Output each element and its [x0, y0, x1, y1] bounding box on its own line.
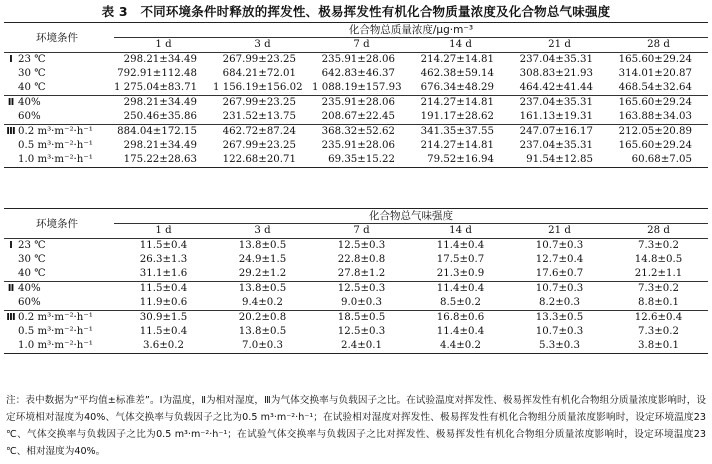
- value-cell: 13.8±0.5: [213, 282, 312, 297]
- group-numeral: [4, 81, 18, 96]
- value-cell: 267.99±23.25: [213, 96, 312, 111]
- value-cell: 79.52±16.94: [411, 153, 510, 168]
- table-header-row: [4, 209, 708, 224]
- value-cell: 60.68±7.05: [609, 153, 708, 168]
- group-numeral: Ⅲ: [4, 125, 18, 140]
- value-cell: 235.91±28.06: [312, 53, 411, 68]
- value-cell: 231.52±13.75: [222, 111, 296, 122]
- value-cell: 16.8±0.6: [411, 311, 510, 326]
- odor-intensity-table: [4, 208, 708, 354]
- group-numeral: Ⅰ: [4, 53, 18, 68]
- condition-cell: 40 ℃: [18, 82, 46, 93]
- value-cell: 27.8±1.2: [337, 268, 386, 279]
- day-header: 21 d: [510, 224, 609, 239]
- value-cell: 8.5±0.2: [440, 297, 481, 308]
- table-row: [4, 311, 708, 326]
- value-cell: 24.9±1.5: [238, 254, 287, 265]
- value-cell: 247.07±16.17: [510, 125, 609, 140]
- group-numeral: [4, 67, 18, 81]
- value-cell: 237.04±35.31: [510, 53, 609, 68]
- table-row: [4, 96, 708, 111]
- group-numeral: Ⅱ: [4, 96, 18, 111]
- value-cell: 11.4±0.4: [411, 282, 510, 297]
- value-cell: 21.3±0.9: [436, 268, 485, 279]
- value-cell: 12.5±0.3: [337, 326, 386, 337]
- value-cell: 468.54±32.64: [618, 82, 692, 93]
- value-cell: 69.35±15.22: [312, 153, 411, 168]
- condition-cell: 1.0 m³·m⁻²·h⁻¹: [18, 339, 114, 354]
- table-row: [4, 67, 708, 81]
- condition-cell: 0.2 m³·m⁻²·h⁻¹: [18, 125, 114, 140]
- value-cell: 30.9±1.5: [114, 311, 213, 326]
- value-cell: 12.6±0.4: [609, 311, 708, 326]
- group-numeral: [4, 296, 18, 311]
- value-cell: 1 088.19±157.93: [312, 82, 402, 93]
- value-cell: 1 275.04±83.71: [114, 82, 198, 93]
- day-header: 7 d: [312, 38, 411, 53]
- value-cell: 26.3±1.3: [139, 254, 188, 265]
- value-cell: 14.8±0.5: [634, 254, 683, 265]
- value-cell: 212.05±20.89: [609, 125, 708, 140]
- group-numeral: Ⅱ: [4, 282, 18, 297]
- value-cell: 12.5±0.3: [312, 239, 411, 254]
- value-cell: 267.99±23.25: [222, 140, 296, 151]
- table-header-row: [4, 23, 708, 38]
- value-cell: 11.5±0.4: [114, 239, 213, 254]
- table-row: [4, 296, 708, 311]
- value-cell: 165.60±29.24: [618, 140, 692, 151]
- value-cell: 165.60±29.24: [609, 96, 708, 111]
- value-cell: 298.21±34.49: [114, 96, 213, 111]
- env-condition-header: 环境条件: [4, 23, 114, 53]
- value-cell: 684.21±72.01: [222, 68, 296, 79]
- table-row: [4, 81, 708, 96]
- group-numeral: [4, 110, 18, 125]
- value-cell: 13.3±0.5: [510, 311, 609, 326]
- table-row: [4, 325, 708, 339]
- value-cell: 462.38±59.14: [420, 68, 494, 79]
- table-row: [4, 153, 708, 168]
- value-cell: 235.91±28.06: [321, 140, 395, 151]
- table-title: 表 3 不同环境条件时释放的挥发性、极易挥发性有机化合物质量浓度及化合物总气味强度: [101, 4, 611, 19]
- condition-cell: 0.2 m³·m⁻²·h⁻¹: [18, 311, 114, 326]
- value-cell: 10.7±0.3: [510, 282, 609, 297]
- group-numeral: [4, 253, 18, 267]
- day-header: 7 d: [312, 224, 411, 239]
- value-cell: 298.21±34.49: [123, 140, 197, 151]
- value-cell: 165.60±29.24: [609, 53, 708, 68]
- value-cell: 341.35±37.55: [411, 125, 510, 140]
- group-numeral: [4, 153, 18, 168]
- value-cell: 642.83±46.37: [321, 68, 395, 79]
- day-header: 28 d: [609, 224, 708, 239]
- value-cell: 13.8±0.5: [238, 326, 287, 337]
- day-header: 3 d: [213, 224, 312, 239]
- value-cell: 237.04±35.31: [519, 140, 593, 151]
- value-cell: 12.7±0.4: [535, 254, 584, 265]
- table-row: [4, 253, 708, 267]
- condition-cell: 0.5 m³·m⁻²·h⁻¹: [18, 326, 93, 337]
- odor-group-header: 化合物总气味强度: [114, 209, 708, 224]
- value-cell: 9.0±0.3: [341, 297, 382, 308]
- value-cell: 12.5±0.3: [312, 282, 411, 297]
- value-cell: 91.54±12.85: [510, 153, 609, 168]
- env-condition-header: 环境条件: [4, 209, 114, 239]
- value-cell: 20.2±0.8: [213, 311, 312, 326]
- group-numeral: Ⅰ: [4, 239, 18, 254]
- value-cell: 17.5±0.7: [436, 254, 485, 265]
- condition-cell: 30 ℃: [18, 68, 46, 79]
- condition-cell: 0.5 m³·m⁻²·h⁻¹: [18, 140, 93, 151]
- value-cell: 3.8±0.1: [609, 339, 708, 354]
- table-row: [4, 110, 708, 125]
- group-numeral: [4, 267, 18, 282]
- value-cell: 163.88±34.03: [618, 111, 692, 122]
- table-row: [4, 139, 708, 153]
- condition-cell: 60%: [18, 111, 41, 122]
- value-cell: 214.27±14.81: [420, 140, 494, 151]
- day-header: 14 d: [411, 38, 510, 53]
- value-cell: 884.04±172.15: [114, 125, 213, 140]
- value-cell: 676.34±48.29: [420, 82, 494, 93]
- condition-cell: 40 ℃: [18, 268, 46, 279]
- value-cell: 13.8±0.5: [213, 239, 312, 254]
- value-cell: 7.3±0.2: [609, 282, 708, 297]
- value-cell: 7.3±0.2: [638, 326, 679, 337]
- value-cell: 21.2±1.1: [634, 268, 683, 279]
- value-cell: 122.68±20.71: [213, 153, 312, 168]
- value-cell: 11.4±0.4: [436, 326, 485, 337]
- value-cell: 368.32±52.62: [312, 125, 411, 140]
- value-cell: 214.27±14.81: [411, 96, 510, 111]
- table-row: [4, 239, 708, 254]
- day-header: 21 d: [510, 38, 609, 53]
- value-cell: 11.4±0.4: [411, 239, 510, 254]
- value-cell: 29.2±1.2: [238, 268, 287, 279]
- value-cell: 7.3±0.2: [609, 239, 708, 254]
- group-numeral: [4, 325, 18, 339]
- value-cell: 462.72±87.24: [213, 125, 312, 140]
- value-cell: 464.42±41.44: [519, 82, 593, 93]
- condition-cell: 40%: [18, 282, 114, 297]
- day-header: 3 d: [213, 38, 312, 53]
- value-cell: 4.4±0.2: [411, 339, 510, 354]
- value-cell: 208.67±22.45: [321, 111, 395, 122]
- value-cell: 10.7±0.3: [510, 239, 609, 254]
- group-numeral: [4, 339, 18, 354]
- value-cell: 18.5±0.5: [312, 311, 411, 326]
- value-cell: 11.5±0.4: [114, 282, 213, 297]
- value-cell: 17.6±0.7: [535, 268, 584, 279]
- condition-cell: 40%: [18, 96, 114, 111]
- value-cell: 22.8±0.8: [337, 254, 386, 265]
- day-header: 1 d: [114, 38, 213, 53]
- condition-cell: 30 ℃: [18, 254, 46, 265]
- value-cell: 308.83±21.93: [519, 68, 593, 79]
- concentration-group-header: 化合物总质量浓度/μg·m⁻³: [114, 23, 708, 38]
- table-row: [4, 125, 708, 140]
- table-row: [4, 267, 708, 282]
- value-cell: 2.4±0.1: [312, 339, 411, 354]
- value-cell: 5.3±0.3: [510, 339, 609, 354]
- table-note: 注：表中数据为“平均值±标准差”。Ⅰ为温度，Ⅱ为相对湿度，Ⅲ为气体交换率与负载因子之比。在试验温度对挥发性、极易挥发性有机化合物组分质量浓度影响时，设定环境相对湿度为40%、气体交换率与负载因子之比为0.5 m³·m⁻²·h⁻¹；在试验相对湿度对挥发性、极易挥发性有机化合物组分质量浓度影响时，设定环境温度23 ℃、气体交换率与负载因子之比为0.5 m³·m⁻²·h⁻¹；在试验气体交换率与负载因子之比对挥发性、极易挥发性有机化合物组分质量浓度影响时，设定环境温度23 ℃、相对湿度为40%。: [6, 395, 706, 457]
- value-cell: 250.46±35.86: [123, 111, 197, 122]
- table-row: [4, 339, 708, 354]
- value-cell: 314.01±20.87: [618, 68, 692, 79]
- day-header: 28 d: [609, 38, 708, 53]
- value-cell: 8.2±0.3: [539, 297, 580, 308]
- condition-cell: 23 ℃: [18, 239, 114, 254]
- value-cell: 1 156.19±156.02: [213, 82, 303, 93]
- table-row: [4, 282, 708, 297]
- value-cell: 792.91±112.48: [117, 68, 197, 79]
- value-cell: 267.99±23.25: [213, 53, 312, 68]
- value-cell: 3.6±0.2: [114, 339, 213, 354]
- condition-cell: 1.0 m³·m⁻²·h⁻¹: [18, 153, 114, 168]
- value-cell: 31.1±1.6: [139, 268, 188, 279]
- group-numeral: [4, 139, 18, 153]
- value-cell: 8.8±0.1: [638, 297, 679, 308]
- value-cell: 235.91±28.06: [312, 96, 411, 111]
- day-header: 14 d: [411, 224, 510, 239]
- value-cell: 7.0±0.3: [213, 339, 312, 354]
- value-cell: 237.04±35.31: [510, 96, 609, 111]
- value-cell: 9.4±0.2: [242, 297, 283, 308]
- value-cell: 298.21±34.49: [114, 53, 213, 68]
- value-cell: 11.9±0.6: [139, 297, 188, 308]
- value-cell: 161.13±19.31: [519, 111, 593, 122]
- condition-cell: 60%: [18, 297, 41, 308]
- value-cell: 11.5±0.4: [139, 326, 188, 337]
- value-cell: 214.27±14.81: [411, 53, 510, 68]
- value-cell: 10.7±0.3: [535, 326, 584, 337]
- table-row: [4, 53, 708, 68]
- value-cell: 191.17±28.62: [420, 111, 494, 122]
- concentration-table: [4, 22, 708, 168]
- group-numeral: Ⅲ: [4, 311, 18, 326]
- condition-cell: 23 ℃: [18, 53, 114, 68]
- value-cell: 175.22±28.63: [114, 153, 213, 168]
- day-header: 1 d: [114, 224, 213, 239]
